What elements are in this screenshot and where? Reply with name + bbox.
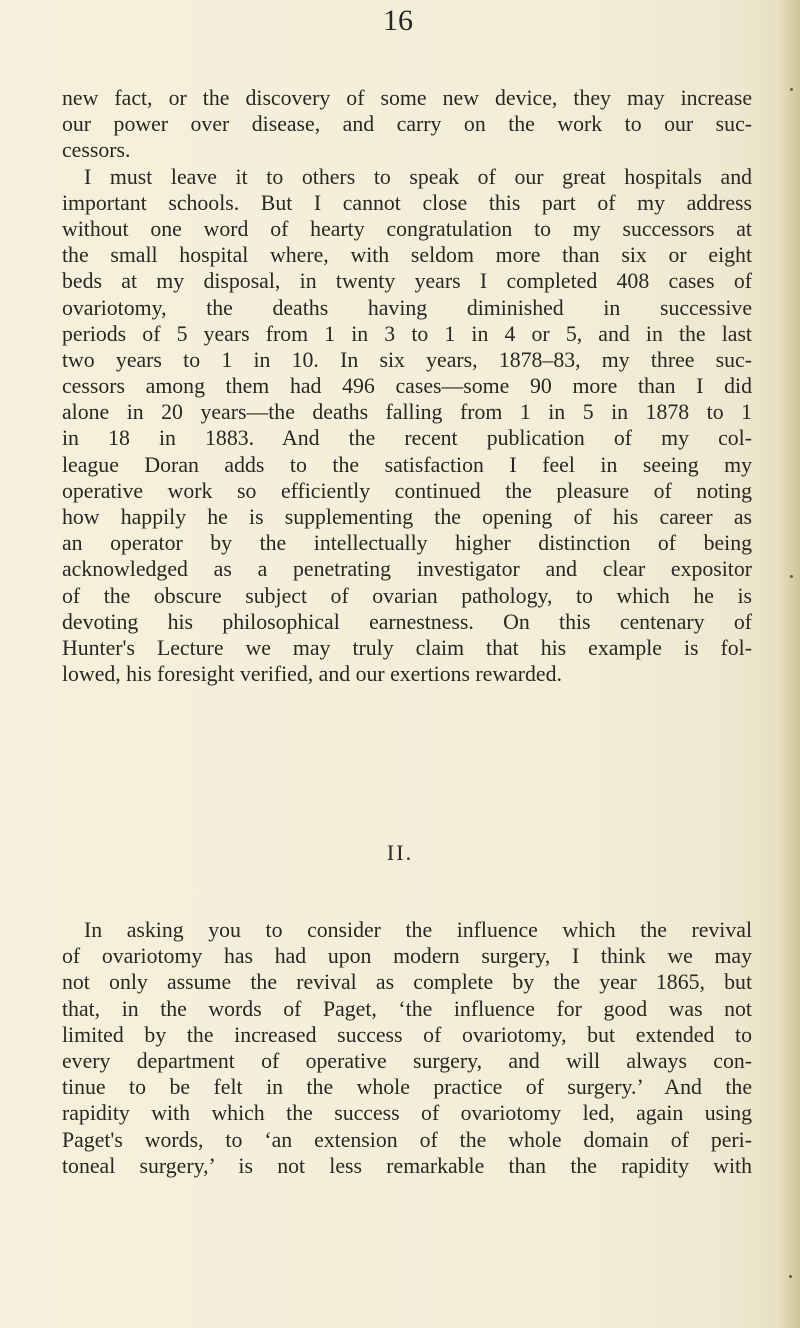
margin-speck — [790, 575, 793, 578]
text-line: of the obscure subject of ovarian pathology, to which he is — [62, 583, 752, 608]
text-line: cessors. — [62, 138, 131, 163]
section-heading: II. — [386, 840, 414, 865]
page-number: 16 — [383, 4, 413, 37]
text-line: lowed, his foresight verified, and our exertions rewarded. — [62, 662, 562, 687]
text-line: two years to 1 in 10. In six years, 1878–83, my three suc- — [62, 347, 752, 372]
text-line: important schools. But I cannot close this part of my address — [62, 190, 752, 215]
text-block-after-section — [62, 917, 752, 1179]
text-line: I must leave it to others to speak of our great hospitals and — [84, 164, 752, 189]
text-line: Paget's words, to ‘an extension of the whole domain of peri- — [62, 1127, 752, 1152]
text-line: limited by the increased success of ovariotomy, but extended to — [62, 1022, 752, 1047]
text-line: Hunter's Lecture we may truly claim that his example is fol- — [62, 635, 752, 660]
text-line: In asking you to consider the influence which the revival — [84, 918, 752, 942]
text-line: cessors among them had 496 cases—some 90 more than I did — [62, 374, 752, 399]
text-line: the small hospital where, with seldom more than six or eight — [62, 243, 752, 268]
text-line: without one word of hearty congratulation to my successors at — [62, 216, 752, 241]
text-line: operative work so efficiently continued the pleasure of noting — [62, 478, 752, 503]
text-line: how happily he is supplementing the opening of his career as — [62, 505, 752, 529]
text-line: toneal surgery,’ is not less remarkable than the rapidity with — [62, 1153, 752, 1178]
text-line: every department of operative surgery, and will always con- — [62, 1048, 752, 1073]
text-line: beds at my disposal, in twenty years I completed 408 cases of — [62, 269, 752, 294]
text-line: that, in the words of Paget, ‘the influence for good was not — [62, 996, 752, 1021]
text-line: our power over disease, and carry on the work to our suc- — [62, 112, 752, 137]
text-line: an operator by the intellectually higher distinction of being — [62, 531, 752, 556]
text-line: tinue to be felt in the whole practice of surgery.’ And the — [62, 1075, 752, 1100]
text-line: alone in 20 years—the deaths falling from 1 in 5 in 1878 to 1 — [62, 400, 752, 425]
text-line: devoting his philosophical earnestness. On this centenary of — [62, 609, 752, 634]
margin-speck — [790, 88, 793, 91]
text-line: of ovariotomy has had upon modern surgery, I think we may — [62, 944, 752, 969]
text-line: periods of 5 years from 1 in 3 to 1 in 4 or 5, and in the last — [62, 321, 752, 346]
text-block-before-section — [62, 85, 752, 687]
text-line: not only assume the revival as complete by the year 1865, but — [62, 970, 752, 995]
text-line: rapidity with which the success of ovariotomy led, again using — [62, 1101, 752, 1126]
margin-speck — [789, 1275, 792, 1278]
text-line: new fact, or the discovery of some new device, they may increase — [62, 86, 752, 110]
text-line: acknowledged as a penetrating investigator and clear expositor — [62, 557, 752, 582]
text-line: ovariotomy, the deaths having diminished in successive — [62, 295, 752, 320]
text-line: league Doran adds to the satisfaction I feel in seeing my — [62, 452, 752, 477]
page-edge-shadow — [778, 0, 800, 1328]
text-line: in 18 in 1883. And the recent publication of my col- — [62, 426, 752, 451]
